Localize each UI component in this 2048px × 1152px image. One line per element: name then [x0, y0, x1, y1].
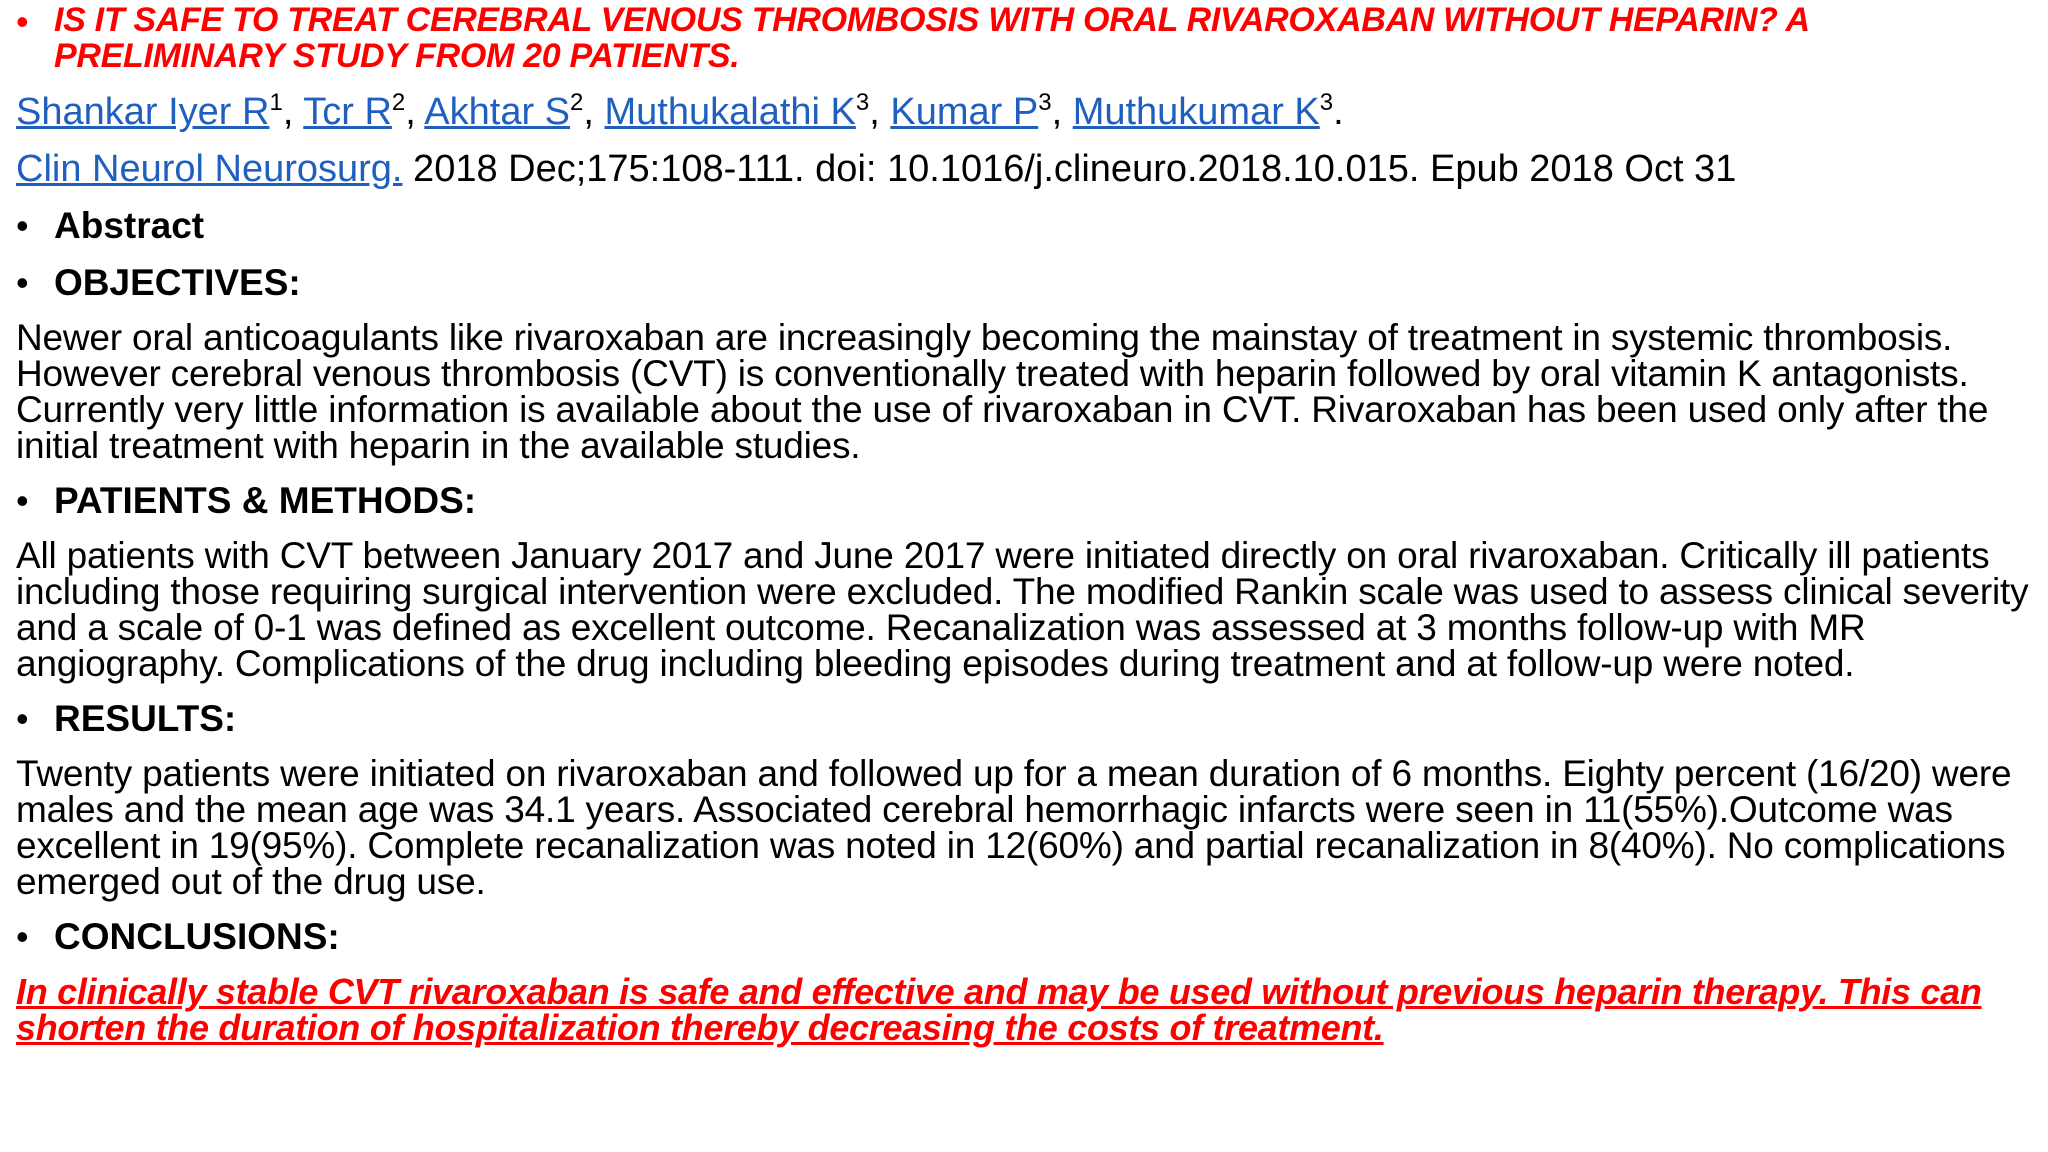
affiliation-number: 3 — [1038, 89, 1052, 116]
affiliation-number: 3 — [1319, 89, 1334, 116]
author-link[interactable]: Akhtar S — [424, 91, 571, 133]
abstract-heading: Abstract — [54, 205, 205, 246]
abstract-heading-row — [16, 206, 2040, 246]
objectives-text: Newer oral anticoagulants like rivaroxaban are increasingly becoming the mainstay of treatment in systemic thrombosis. However cerebral venous thrombosis (CVT) is conventionally treated with heparin followed by oral vitamin K antagonists. Currently very little information is available about the use of rivaroxaban in CVT. Rivaroxaban has been used only after the initial treatment with heparin in the available studies. — [16, 317, 1989, 466]
author-separator: , — [1051, 91, 1073, 133]
affiliation-number: 2 — [391, 89, 406, 116]
objectives-heading-row — [16, 263, 2040, 303]
bullet: • — [16, 1, 29, 42]
author-separator: , — [282, 91, 304, 133]
bullet: • — [16, 698, 29, 739]
objectives-heading: OBJECTIVES: — [54, 262, 301, 303]
bullet: • — [16, 205, 29, 246]
journal-citation — [16, 149, 2040, 189]
journal-link[interactable]: Clin Neurol Neurosurg. — [16, 148, 403, 190]
bullet: • — [16, 916, 29, 957]
title-block — [16, 2, 2040, 74]
results-heading-row — [16, 699, 2040, 739]
author-link[interactable]: Shankar Iyer R — [16, 91, 270, 133]
article-title: IS IT SAFE TO TREAT CEREBRAL VENOUS THROMBOSIS WITH ORAL RIVAROXABAN WITHOUT HEPARIN? A PRELIMINARY STUDY FROM 20 PATIENTS. — [54, 1, 1809, 75]
bullet: • — [16, 262, 29, 303]
methods-heading: PATIENTS & METHODS: — [54, 480, 477, 521]
slide — [16, 0, 2040, 1046]
author-link[interactable]: Tcr R — [303, 91, 392, 133]
conclusions-text: In clinically stable CVT rivaroxaban is safe and effective and may be used without previous heparin therapy. This can shorten the duration of hospitalization thereby decreasing the costs of treatment. — [16, 971, 1982, 1048]
author-separator: . — [1333, 91, 1344, 133]
results-text: Twenty patients were initiated on rivaroxaban and followed up for a mean duration of 6 months. Eighty percent (16/20) were males and the mean age was 34.1 years. Associated cerebral hemorrhagic infarcts were seen in 11(55%).Outcome was excellent in 19(95%). Complete recanalization was noted in 12(60%) and partial recanalization in 8(40%). No complications emerged out of the drug use. — [16, 753, 2012, 902]
conclusions-heading: CONCLUSIONS: — [54, 916, 340, 957]
methods-heading-row — [16, 481, 2040, 521]
citation-details: 2018 Dec;175:108-111. doi: 10.1016/j.clineuro.2018.10.015. Epub 2018 Oct 31 — [402, 148, 1737, 190]
bullet: • — [16, 480, 29, 521]
affiliation-number: 3 — [855, 89, 870, 116]
conclusions-heading-row — [16, 917, 2040, 957]
author-list — [16, 89, 2040, 133]
author-link[interactable]: Kumar P — [890, 91, 1039, 133]
author-link[interactable]: Muthukalathi K — [604, 91, 856, 133]
methods-text: All patients with CVT between January 2017 and June 2017 were initiated directly on oral rivaroxaban. Critically ill patients including those requiring surgical intervention were excluded. The modified Rankin scale was used to assess clinical severity and a scale of 0-1 was defined as excellent outcome. Recanalization was assessed at 3 months follow-up with MR angiography. Complications of the drug including bleeding episodes during treatment and at follow-up were noted. — [16, 535, 2029, 684]
affiliation-number: 1 — [269, 89, 283, 116]
author-separator: , — [869, 91, 891, 133]
results-heading: RESULTS: — [54, 698, 237, 739]
author-separator: , — [405, 91, 425, 133]
affiliation-number: 2 — [570, 89, 584, 116]
author-link[interactable]: Muthukumar K — [1072, 91, 1320, 133]
author-separator: , — [583, 91, 605, 133]
